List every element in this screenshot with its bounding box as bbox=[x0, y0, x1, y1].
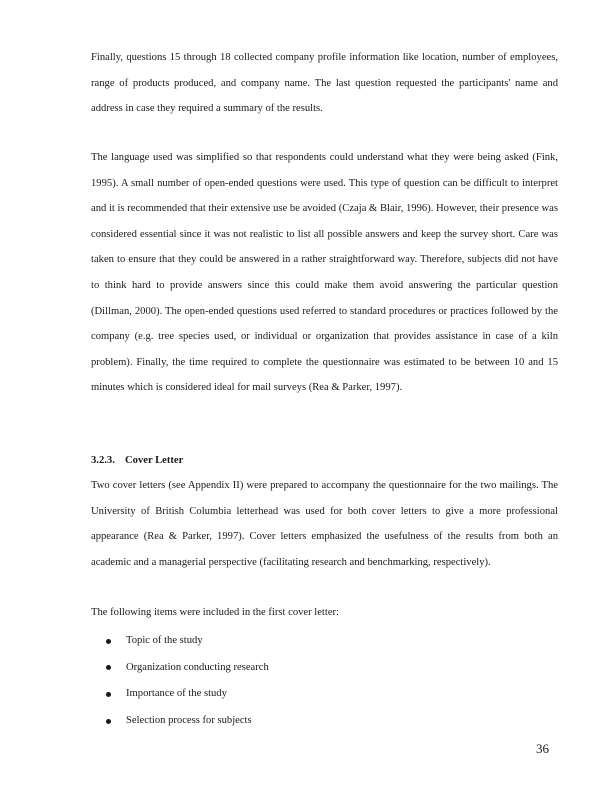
bullet-icon bbox=[106, 719, 111, 724]
bullet-icon bbox=[106, 665, 111, 670]
list-item-text: Topic of the study bbox=[126, 635, 203, 647]
list-intro: The following items were included in the first cover letter: bbox=[91, 607, 339, 618]
list-item-text: Importance of the study bbox=[126, 688, 227, 700]
paragraph-language-used: The language used was simplified so that respondents could understand what they were being asked (Fink, 1995). A small number of open-ended questions were used. This type of question can be difficult to interpret and it is recommended that their extensive use be avoided (Czaja & Blair, 1996). However, their presence was considered essential since it was not realistic to list all possible answers and keep the survey short. Care was taken to ensure that they could be answered in a rather straightforward way. Therefore, subjects did not have to think hard to provide answers since this could make them avoid answering the particular question (Dillman, 2000). The open-ended questions used referred to standard procedures or practices followed by the company (e.g. tree species used, or individual or organization that provides assistance in case of a kiln problem). Finally, the time required to complete the questionnaire was estimated to be between 10 and 15 minutes which is considered ideal for mail surveys (Rea & Parker, 1997). bbox=[91, 152, 558, 394]
section-title: Cover Letter bbox=[125, 455, 184, 466]
list-item-text: Organization conducting research bbox=[126, 661, 269, 673]
list-item-text: Selection process for subjects bbox=[126, 715, 252, 727]
bullet-icon bbox=[106, 692, 111, 697]
page-number: 36 bbox=[536, 741, 549, 756]
list-item bbox=[91, 655, 269, 682]
paragraph-company-profile: Finally, questions 15 through 18 collected company profile information like location, number of employees, range of products produced, and company name. The last question requested the participants' name and address in case they required a summary of the results. bbox=[91, 52, 558, 115]
paragraph-cover-letters: Two cover letters (see Appendix II) were prepared to accompany the questionnaire for the two mailings. The University of British Columbia letterhead was used for both cover letters to give a more professional appearance (Rea & Parker, 1997). Cover letters emphasized the usefulness of the results from both an academic and a managerial perspective (facilitating research and benchmarking, respectively). bbox=[91, 480, 558, 568]
list-item bbox=[91, 681, 269, 708]
list-item bbox=[91, 708, 269, 735]
bullet-icon bbox=[106, 639, 111, 644]
list-item bbox=[91, 628, 269, 655]
section-heading bbox=[91, 451, 183, 471]
section-number: 3.2.3. bbox=[91, 455, 115, 466]
bullet-list bbox=[91, 628, 269, 734]
